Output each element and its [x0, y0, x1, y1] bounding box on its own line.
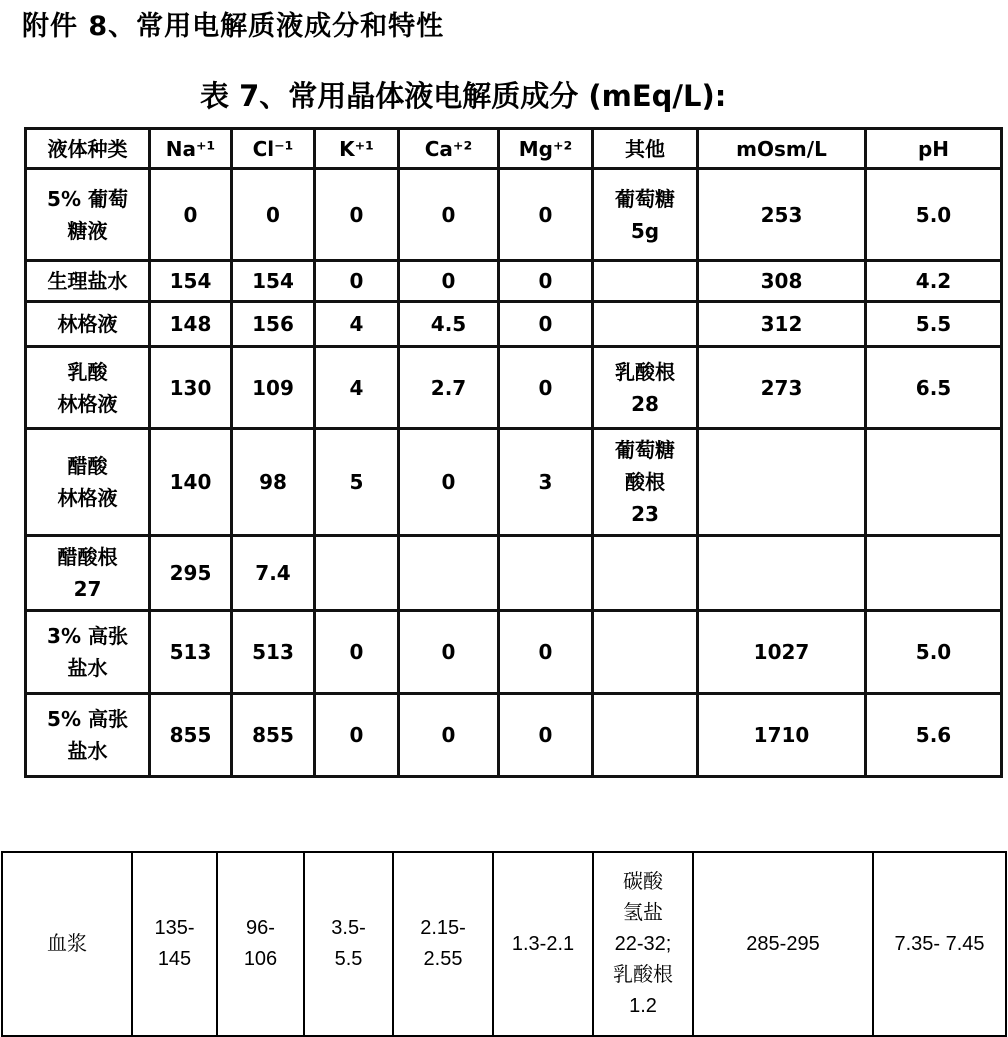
- table-cell: 葡萄糖 酸根 23: [593, 429, 698, 536]
- table-cell: 130: [150, 347, 232, 429]
- table-cell: 0: [315, 694, 399, 777]
- table-cell: 273: [698, 347, 866, 429]
- header-cell: Mg⁺²: [499, 129, 593, 169]
- table-cell: 3: [499, 429, 593, 536]
- table-cell: 0: [399, 611, 499, 694]
- header-cell: K⁺¹: [315, 129, 399, 169]
- table-cell: 0: [315, 169, 399, 261]
- table-header-row: [26, 129, 1002, 169]
- table-cell: 4: [315, 347, 399, 429]
- table-cell: 148: [150, 302, 232, 347]
- table-cell: 0: [399, 694, 499, 777]
- table-cell: 295: [150, 536, 232, 611]
- table-row: [26, 261, 1002, 302]
- table-cell: 140: [150, 429, 232, 536]
- table-cell: 4: [315, 302, 399, 347]
- table-cell: [593, 261, 698, 302]
- table-cell: 156: [232, 302, 315, 347]
- table-cell: [499, 536, 593, 611]
- plasma-cell: 3.5- 5.5: [304, 852, 393, 1036]
- plasma-cell: 7.35- 7.45: [873, 852, 1006, 1036]
- table-cell: 生理盐水: [26, 261, 150, 302]
- plasma-cell: 碳酸 氢盐 22-32; 乳酸根 1.2: [593, 852, 693, 1036]
- table-cell: 5: [315, 429, 399, 536]
- table-cell: 154: [232, 261, 315, 302]
- table-cell: 林格液: [26, 302, 150, 347]
- table-cell: [698, 536, 866, 611]
- table-cell: 5% 高张 盐水: [26, 694, 150, 777]
- table-cell: 乳酸 林格液: [26, 347, 150, 429]
- table-cell: 0: [315, 611, 399, 694]
- table-cell: [698, 429, 866, 536]
- plasma-cell: 135- 145: [132, 852, 217, 1036]
- table-cell: [593, 694, 698, 777]
- electrolyte-table: [24, 127, 1003, 778]
- table-cell: 1027: [698, 611, 866, 694]
- table-row: [26, 536, 1002, 611]
- table-cell: 葡萄糖 5g: [593, 169, 698, 261]
- table-cell: [315, 536, 399, 611]
- table-cell: 98: [232, 429, 315, 536]
- table-cell: 0: [399, 261, 499, 302]
- table-cell: 0: [399, 429, 499, 536]
- table-cell: 513: [232, 611, 315, 694]
- table-cell: 0: [499, 169, 593, 261]
- table-cell: 醋酸 林格液: [26, 429, 150, 536]
- table-cell: 312: [698, 302, 866, 347]
- table-cell: 0: [150, 169, 232, 261]
- header-cell: mOsm/L: [698, 129, 866, 169]
- header-cell: Cl⁻¹: [232, 129, 315, 169]
- table-cell: 5.5: [866, 302, 1002, 347]
- header-cell: Na⁺¹: [150, 129, 232, 169]
- table-cell: 0: [499, 347, 593, 429]
- table-cell: 253: [698, 169, 866, 261]
- appendix-heading: 附件 8、常用电解质液成分和特性: [22, 11, 445, 42]
- table-row: [26, 302, 1002, 347]
- plasma-cell: 血浆: [2, 852, 132, 1036]
- header-cell: Ca⁺²: [399, 129, 499, 169]
- header-cell: 液体种类: [26, 129, 150, 169]
- table-cell: 2.7: [399, 347, 499, 429]
- table-caption: 表 7、常用晶体液电解质成分 (mEq/L):: [200, 79, 727, 113]
- header-cell: 其他: [593, 129, 698, 169]
- table-cell: [593, 302, 698, 347]
- table-cell: [399, 536, 499, 611]
- table-cell: 0: [499, 302, 593, 347]
- table-cell: 0: [399, 169, 499, 261]
- table-row: [26, 429, 1002, 536]
- table-cell: 0: [499, 261, 593, 302]
- header-cell: pH: [866, 129, 1002, 169]
- table-cell: 7.4: [232, 536, 315, 611]
- table-cell: 855: [232, 694, 315, 777]
- table-cell: 308: [698, 261, 866, 302]
- table-cell: 4.5: [399, 302, 499, 347]
- table-cell: 0: [232, 169, 315, 261]
- plasma-cell: 96- 106: [217, 852, 304, 1036]
- plasma-cell: 285-295: [693, 852, 873, 1036]
- plasma-row: [2, 852, 1006, 1036]
- table-cell: [866, 429, 1002, 536]
- table-row: [26, 694, 1002, 777]
- table-cell: 154: [150, 261, 232, 302]
- table-cell: 513: [150, 611, 232, 694]
- table-cell: 855: [150, 694, 232, 777]
- table-row: [26, 169, 1002, 261]
- table-cell: 109: [232, 347, 315, 429]
- table-cell: 5.0: [866, 611, 1002, 694]
- table-cell: 5% 葡萄 糖液: [26, 169, 150, 261]
- table-cell: 1710: [698, 694, 866, 777]
- table-cell: 6.5: [866, 347, 1002, 429]
- table-cell: 乳酸根 28: [593, 347, 698, 429]
- table-cell: [593, 611, 698, 694]
- plasma-cell: 2.15- 2.55: [393, 852, 493, 1036]
- table-cell: 4.2: [866, 261, 1002, 302]
- table-cell: [866, 536, 1002, 611]
- table-row: [26, 347, 1002, 429]
- table-cell: 0: [315, 261, 399, 302]
- table-row: [26, 611, 1002, 694]
- table-cell: [593, 536, 698, 611]
- table-cell: 5.6: [866, 694, 1002, 777]
- table-cell: 0: [499, 694, 593, 777]
- plasma-cell: 1.3-2.1: [493, 852, 593, 1036]
- plasma-table: [1, 851, 1007, 1037]
- table-cell: 3% 高张 盐水: [26, 611, 150, 694]
- table-cell: 5.0: [866, 169, 1002, 261]
- table-cell: 醋酸根 27: [26, 536, 150, 611]
- table-cell: 0: [499, 611, 593, 694]
